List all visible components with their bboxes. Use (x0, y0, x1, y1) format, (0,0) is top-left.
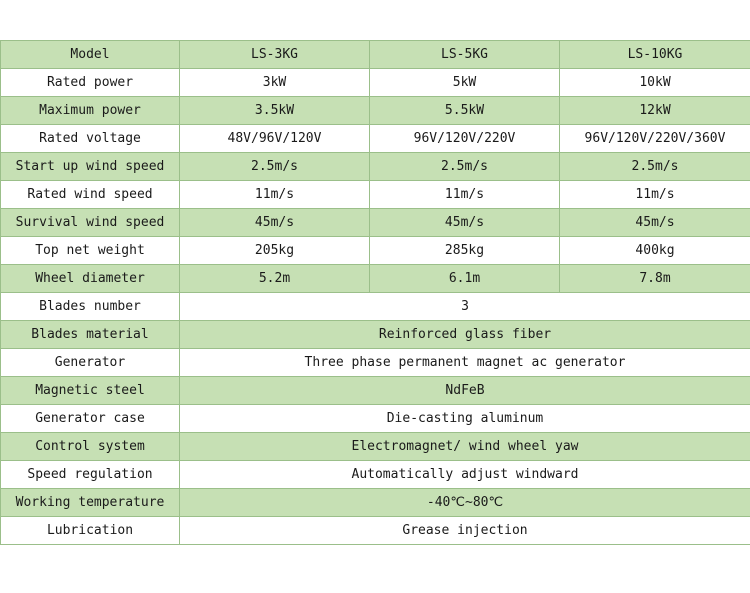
row-label: Working temperature (1, 489, 180, 517)
header-row (1, 41, 750, 69)
row-label: Survival wind speed (1, 209, 180, 237)
cell-value: 45m/s (370, 209, 560, 237)
spec-row-generator (1, 349, 750, 377)
spec-row-wheel-diameter (1, 265, 750, 293)
cell-value: 2.5m/s (370, 153, 560, 181)
cell-value: 7.8m (560, 265, 750, 293)
row-label: Blades number (1, 293, 180, 321)
shared-value: Reinforced glass fiber (180, 321, 750, 349)
cell-value: 2.5m/s (180, 153, 370, 181)
spec-row-start-up-wind-speed (1, 153, 750, 181)
cell-value: 5.5kW (370, 97, 560, 125)
cell-value: 11m/s (560, 181, 750, 209)
cell-value: 205kg (180, 237, 370, 265)
row-label: Model (1, 41, 180, 69)
row-label: Speed regulation (1, 461, 180, 489)
spec-row-rated-power (1, 69, 750, 97)
shared-value: Automatically adjust windward (180, 461, 750, 489)
row-label: Generator (1, 349, 180, 377)
cell-value: 96V/120V/220V/360V (560, 125, 750, 153)
row-label: Magnetic steel (1, 377, 180, 405)
row-label: Wheel diameter (1, 265, 180, 293)
row-label: Blades material (1, 321, 180, 349)
cell-value: 12kW (560, 97, 750, 125)
spec-row-generator-case (1, 405, 750, 433)
row-label: Start up wind speed (1, 153, 180, 181)
cell-value: 45m/s (180, 209, 370, 237)
spec-row-top-net-weight (1, 237, 750, 265)
spec-row-blades-material (1, 321, 750, 349)
row-label: Rated power (1, 69, 180, 97)
cell-value: 11m/s (370, 181, 560, 209)
cell-value: 96V/120V/220V (370, 125, 560, 153)
cell-value: 2.5m/s (560, 153, 750, 181)
row-label: Generator case (1, 405, 180, 433)
shared-value: Die-casting aluminum (180, 405, 750, 433)
row-label: Maximum power (1, 97, 180, 125)
row-label: Rated wind speed (1, 181, 180, 209)
row-label: Control system (1, 433, 180, 461)
cell-value: 11m/s (180, 181, 370, 209)
spec-row-control-system (1, 433, 750, 461)
cell-value: 3.5kW (180, 97, 370, 125)
shared-value: 3 (180, 293, 750, 321)
row-label: Top net weight (1, 237, 180, 265)
model-name: LS-3KG (180, 41, 370, 69)
shared-value: -40℃~80℃ (180, 489, 750, 517)
cell-value: 6.1m (370, 265, 560, 293)
spec-row-working-temperature (1, 489, 750, 517)
cell-value: 3kW (180, 69, 370, 97)
row-label: Lubrication (1, 517, 180, 545)
spec-row-rated-voltage (1, 125, 750, 153)
model-name: LS-5KG (370, 41, 560, 69)
cell-value: 400kg (560, 237, 750, 265)
cell-value: 45m/s (560, 209, 750, 237)
spec-row-magnetic-steel (1, 377, 750, 405)
cell-value: 5kW (370, 69, 560, 97)
cell-value: 10kW (560, 69, 750, 97)
spec-row-lubrication (1, 517, 750, 545)
row-label: Rated voltage (1, 125, 180, 153)
spec-row-blades-number (1, 293, 750, 321)
shared-value: Grease injection (180, 517, 750, 545)
shared-value: Electromagnet/ wind wheel yaw (180, 433, 750, 461)
shared-value: NdFeB (180, 377, 750, 405)
shared-value: Three phase permanent magnet ac generator (180, 349, 750, 377)
spec-row-rated-wind-speed (1, 181, 750, 209)
spec-row-speed-regulation (1, 461, 750, 489)
model-name: LS-10KG (560, 41, 750, 69)
spec-row-survival-wind-speed (1, 209, 750, 237)
cell-value: 285kg (370, 237, 560, 265)
spec-row-maximum-power (1, 97, 750, 125)
cell-value: 5.2m (180, 265, 370, 293)
specification-table (0, 40, 750, 545)
cell-value: 48V/96V/120V (180, 125, 370, 153)
